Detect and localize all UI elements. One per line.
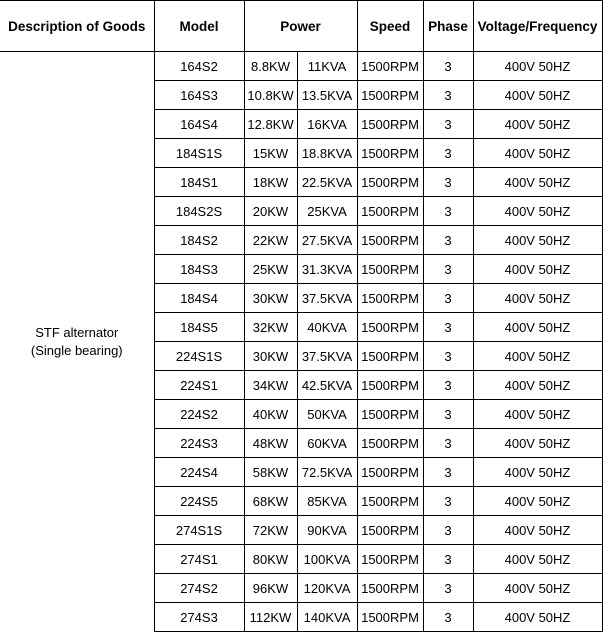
power-kw-cell: 18KW [244, 168, 297, 197]
header-phase: Phase [423, 1, 473, 52]
phase-cell: 3 [423, 52, 473, 81]
model-cell: 274S1S [154, 516, 244, 545]
model-cell: 184S3 [154, 255, 244, 284]
voltage-cell: 400V 50HZ [473, 371, 602, 400]
power-kva-cell: 31.3KVA [297, 255, 357, 284]
model-cell: 274S1 [154, 545, 244, 574]
table-body [0, 52, 602, 632]
voltage-cell: 400V 50HZ [473, 458, 602, 487]
power-kw-cell: 48KW [244, 429, 297, 458]
power-kva-cell: 100KVA [297, 545, 357, 574]
power-kw-cell: 58KW [244, 458, 297, 487]
description-cell [0, 52, 154, 632]
voltage-cell: 400V 50HZ [473, 81, 602, 110]
voltage-cell: 400V 50HZ [473, 226, 602, 255]
voltage-cell: 400V 50HZ [473, 342, 602, 371]
voltage-cell: 400V 50HZ [473, 284, 602, 313]
voltage-cell: 400V 50HZ [473, 487, 602, 516]
speed-cell: 1500RPM [357, 168, 423, 197]
phase-cell: 3 [423, 342, 473, 371]
power-kva-cell: 120KVA [297, 574, 357, 603]
speed-cell: 1500RPM [357, 313, 423, 342]
speed-cell: 1500RPM [357, 574, 423, 603]
model-cell: 184S4 [154, 284, 244, 313]
model-cell: 224S3 [154, 429, 244, 458]
voltage-cell: 400V 50HZ [473, 400, 602, 429]
power-kva-cell: 37.5KVA [297, 342, 357, 371]
speed-cell: 1500RPM [357, 429, 423, 458]
phase-cell: 3 [423, 371, 473, 400]
power-kw-cell: 40KW [244, 400, 297, 429]
phase-cell: 3 [423, 458, 473, 487]
power-kva-cell: 18.8KVA [297, 139, 357, 168]
power-kw-cell: 72KW [244, 516, 297, 545]
power-kva-cell: 11KVA [297, 52, 357, 81]
header-description: Description of Goods [0, 1, 154, 52]
model-cell: 274S3 [154, 603, 244, 632]
power-kw-cell: 20KW [244, 197, 297, 226]
header-model: Model [154, 1, 244, 52]
voltage-cell: 400V 50HZ [473, 168, 602, 197]
speed-cell: 1500RPM [357, 110, 423, 139]
voltage-cell: 400V 50HZ [473, 516, 602, 545]
phase-cell: 3 [423, 516, 473, 545]
phase-cell: 3 [423, 429, 473, 458]
phase-cell: 3 [423, 81, 473, 110]
model-cell: 184S2S [154, 197, 244, 226]
phase-cell: 3 [423, 545, 473, 574]
speed-cell: 1500RPM [357, 81, 423, 110]
phase-cell: 3 [423, 168, 473, 197]
power-kw-cell: 34KW [244, 371, 297, 400]
phase-cell: 3 [423, 487, 473, 516]
power-kw-cell: 30KW [244, 284, 297, 313]
power-kw-cell: 80KW [244, 545, 297, 574]
phase-cell: 3 [423, 603, 473, 632]
model-cell: 274S2 [154, 574, 244, 603]
description-line-1: STF alternator [35, 324, 119, 340]
power-kva-cell: 13.5KVA [297, 81, 357, 110]
header-row [0, 1, 602, 52]
table-row [0, 52, 602, 81]
description-line-2: (Single bearing) [30, 342, 123, 358]
power-kw-cell: 32KW [244, 313, 297, 342]
voltage-cell: 400V 50HZ [473, 429, 602, 458]
phase-cell: 3 [423, 284, 473, 313]
power-kw-cell: 68KW [244, 487, 297, 516]
phase-cell: 3 [423, 574, 473, 603]
voltage-cell: 400V 50HZ [473, 574, 602, 603]
voltage-cell: 400V 50HZ [473, 313, 602, 342]
power-kva-cell: 22.5KVA [297, 168, 357, 197]
speed-cell: 1500RPM [357, 458, 423, 487]
speed-cell: 1500RPM [357, 342, 423, 371]
model-cell: 224S1S [154, 342, 244, 371]
model-cell: 224S1 [154, 371, 244, 400]
speed-cell: 1500RPM [357, 139, 423, 168]
phase-cell: 3 [423, 226, 473, 255]
voltage-cell: 400V 50HZ [473, 545, 602, 574]
power-kva-cell: 42.5KVA [297, 371, 357, 400]
model-cell: 184S2 [154, 226, 244, 255]
header-voltage: Voltage/Frequency [473, 1, 602, 52]
power-kva-cell: 40KVA [297, 313, 357, 342]
speed-cell: 1500RPM [357, 255, 423, 284]
speed-cell: 1500RPM [357, 545, 423, 574]
voltage-cell: 400V 50HZ [473, 197, 602, 226]
power-kw-cell: 112KW [244, 603, 297, 632]
model-cell: 164S4 [154, 110, 244, 139]
speed-cell: 1500RPM [357, 400, 423, 429]
phase-cell: 3 [423, 255, 473, 284]
voltage-cell: 400V 50HZ [473, 110, 602, 139]
power-kva-cell: 90KVA [297, 516, 357, 545]
header-speed: Speed [357, 1, 423, 52]
model-cell: 164S2 [154, 52, 244, 81]
power-kva-cell: 60KVA [297, 429, 357, 458]
power-kva-cell: 50KVA [297, 400, 357, 429]
speed-cell: 1500RPM [357, 197, 423, 226]
speed-cell: 1500RPM [357, 487, 423, 516]
speed-cell: 1500RPM [357, 52, 423, 81]
model-cell: 224S4 [154, 458, 244, 487]
phase-cell: 3 [423, 197, 473, 226]
power-kw-cell: 25KW [244, 255, 297, 284]
power-kw-cell: 10.8KW [244, 81, 297, 110]
model-cell: 164S3 [154, 81, 244, 110]
power-kw-cell: 30KW [244, 342, 297, 371]
model-cell: 184S1S [154, 139, 244, 168]
power-kva-cell: 37.5KVA [297, 284, 357, 313]
power-kva-cell: 27.5KVA [297, 226, 357, 255]
speed-cell: 1500RPM [357, 603, 423, 632]
power-kw-cell: 12.8KW [244, 110, 297, 139]
phase-cell: 3 [423, 110, 473, 139]
voltage-cell: 400V 50HZ [473, 603, 602, 632]
phase-cell: 3 [423, 139, 473, 168]
speed-cell: 1500RPM [357, 226, 423, 255]
speed-cell: 1500RPM [357, 516, 423, 545]
model-cell: 224S2 [154, 400, 244, 429]
phase-cell: 3 [423, 313, 473, 342]
power-kva-cell: 16KVA [297, 110, 357, 139]
model-cell: 184S5 [154, 313, 244, 342]
power-kva-cell: 25KVA [297, 197, 357, 226]
power-kw-cell: 96KW [244, 574, 297, 603]
power-kw-cell: 8.8KW [244, 52, 297, 81]
power-kw-cell: 22KW [244, 226, 297, 255]
header-power: Power [244, 1, 357, 52]
speed-cell: 1500RPM [357, 371, 423, 400]
voltage-cell: 400V 50HZ [473, 52, 602, 81]
model-cell: 184S1 [154, 168, 244, 197]
voltage-cell: 400V 50HZ [473, 255, 602, 284]
power-kw-cell: 15KW [244, 139, 297, 168]
speed-cell: 1500RPM [357, 284, 423, 313]
power-kva-cell: 72.5KVA [297, 458, 357, 487]
power-kva-cell: 140KVA [297, 603, 357, 632]
model-cell: 224S5 [154, 487, 244, 516]
voltage-cell: 400V 50HZ [473, 139, 602, 168]
power-kva-cell: 85KVA [297, 487, 357, 516]
phase-cell: 3 [423, 400, 473, 429]
